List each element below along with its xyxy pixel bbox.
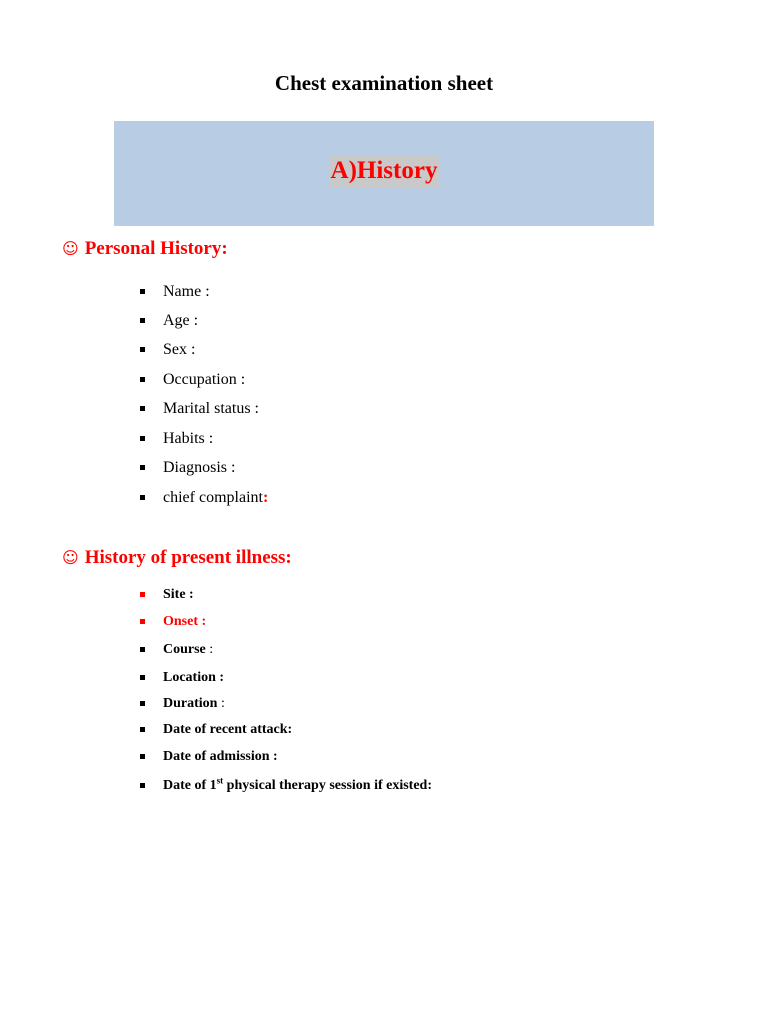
field-label-diagnosis: Diagnosis : [163,459,236,476]
first-session-text-before: Date of 1 [163,778,217,793]
square-bullet-icon [140,465,145,470]
field-label-duration [163,694,225,714]
square-bullet-icon [140,347,145,352]
first-session-text-after: physical therapy session if existed: [223,778,432,793]
square-bullet-icon [140,318,145,323]
field-label-occupation: Occupation : [163,371,246,388]
square-bullet-icon [140,701,145,706]
field-label-first-physical-therapy-session [163,776,432,796]
duration-text: Duration [163,696,218,711]
course-text: Course [163,642,206,657]
square-bullet-icon [140,377,145,382]
field-label-location: Location : [163,670,225,685]
history-banner-label: A)History [329,155,440,187]
square-bullet-icon [140,406,145,411]
field-label-date-of-recent-attack: Date of recent attack: [163,722,293,737]
chief-complaint-colon: : [262,489,269,506]
field-label-name: Name : [163,283,210,300]
duration-colon: : [217,696,225,711]
personal-history-heading [62,236,228,262]
history-banner [114,121,654,226]
field-label-onset: Onset : [163,614,207,629]
first-session-superscript: st [216,775,224,786]
smiley-icon: ☺ [62,239,79,258]
field-label-marital-status: Marital status : [163,400,259,417]
smiley-icon: ☺ [62,548,79,567]
square-bullet-icon [140,495,145,500]
field-label-site: Site : [163,587,194,602]
square-bullet-icon [140,783,145,788]
square-bullet-icon [140,436,145,441]
present-illness-heading [62,545,292,571]
history-banner-label-wrap [114,155,654,191]
chief-complaint-text: chief complaint [163,489,263,506]
field-label-date-of-admission: Date of admission : [163,749,278,764]
field-label-chief-complaint [163,488,268,508]
square-bullet-icon [140,727,145,732]
field-label-habits: Habits : [163,430,214,447]
square-bullet-icon [140,675,145,680]
field-label-sex: Sex : [163,341,196,358]
square-bullet-icon [140,289,145,294]
square-bullet-icon [140,647,145,652]
course-colon: : [205,642,214,657]
page-title: Chest examination sheet [274,71,494,95]
field-label-age: Age : [163,312,199,329]
square-bullet-icon [140,592,145,597]
square-bullet-icon [140,754,145,759]
square-bullet-icon [140,619,145,624]
present-illness-heading-text: History of present illness: [84,547,292,568]
field-label-course [163,640,213,660]
personal-history-heading-text: Personal History: [84,238,228,259]
